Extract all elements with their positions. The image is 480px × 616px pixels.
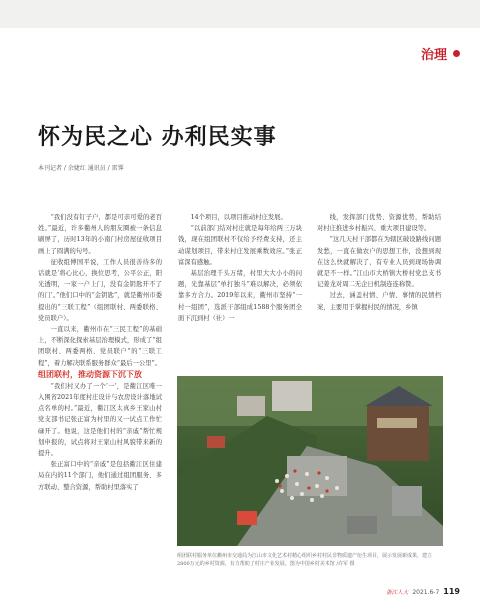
column-3 bbox=[317, 212, 441, 313]
paragraph: 过去，涵盖村情、户情、事情的民情档案，主要用于掌握村民的情况，乡镇 bbox=[317, 292, 441, 311]
paragraph: “这几天村干部都在为辖区破设路线问题发愁，一直在做农户的思想工作，没想到现在这么快就解决了，有专业人员到现场协调就是不一样。”江山市大桥镇大桥村党总支书记姜龙对周二无企日机制连连称赞。 bbox=[317, 236, 441, 289]
paragraph: 张正富口中的“亲戚”是包括衢江区住建局在内的11个部门，他们通过组团服务、多方联动、整合资源，帮助村里落实了 bbox=[38, 461, 162, 491]
column-2 bbox=[178, 212, 302, 324]
section-label: 治理 bbox=[420, 48, 447, 63]
article-byline: 本刊记者 / 余婕红 通讯员 / 雷霁 bbox=[38, 165, 124, 172]
paragraph: 线，发挥部门优势、资源优势，帮助结对村庄推进乡村振兴、重大项目建设等。 bbox=[317, 214, 441, 233]
aerial-village-photo bbox=[177, 376, 443, 546]
paragraph: 一直以来，衢州市在“三民工程”的基础上，不断深化探索基层治理模式，形成了“组团联村、两委两格、党员联户”的“三联工程”，着力解决联系服务群众“最后一公里”。 bbox=[38, 326, 162, 367]
paragraph: 基层治理千头万绪，村里大大小小的问题，光靠基层“单打独斗”难以解决，必须依靠多方合力。2019年以来，衢州市坚持“一村一组团”，选派干部组成1588个服务团全面下沉到村（社）一 bbox=[178, 270, 302, 322]
issue-date: 2021.6-7 bbox=[412, 589, 440, 596]
page-number: 119 bbox=[443, 587, 460, 596]
article-title: 怀为民之心 办利民实事 bbox=[38, 125, 277, 150]
article-photo bbox=[177, 376, 443, 546]
magazine-name: 浙江人大 bbox=[386, 590, 409, 596]
paragraph: 14个项目，以项目推动村庄发展。 bbox=[190, 214, 287, 221]
paragraph: “我们村又办了一个‘一’，是衢江区唯一入围省2021年度村庄设计与农房设计落地试点名单的村。”最近，衢江区太真乡王家山村党支部书记张正富为村里的又一试点工作忙碌开了。他说，这是他们村的“亲戚”帮忙规划申报的，试点将对王家山村风貌带来新的提升。 bbox=[38, 382, 162, 458]
top-band bbox=[0, 0, 480, 28]
section-header bbox=[421, 44, 460, 63]
page-footer bbox=[386, 587, 460, 596]
paragraph: “以前部门结对村庄就是每年给两三万块钱，现在组团联村不仅给予经费支持，还主动谋划项目，带来村庄发展乘数效应。”张正富深有感触。 bbox=[178, 225, 302, 266]
paragraph: “我们没有钉子户，都是可亲可爱的老百姓。”最近，许多衢州人的朋友圈被一条信息刷屏了，历时13年的小南门村房屋征收项目画上了圆满的句号。 bbox=[38, 214, 162, 255]
paragraph: 征收组傅国平说，工作人员很善待多的话就是‘将心比心，换位思考，公平公正，阳光透明，一家一户上门，没有金钥匙开不了的门’。”他们口中的“金钥匙”，就是衢州市委提出的“三联工程”（组团联村、两委联格、党员联户）。 bbox=[38, 258, 162, 322]
subheading: 组团联村，推动资源下沉下放 bbox=[38, 369, 142, 379]
photo-caption: 组团联村服务单位衢州市交通局为江山市文化艺术村精心组织乡村村民非物质遗产衍生项目，展示发展新成果，建立2800万元的乡村资源，有力帮助了村庄产业发展。图为中国乡村美术馆 /许军 摄 bbox=[177, 553, 433, 567]
section-dot-icon bbox=[453, 50, 460, 57]
column-1 bbox=[38, 212, 162, 493]
